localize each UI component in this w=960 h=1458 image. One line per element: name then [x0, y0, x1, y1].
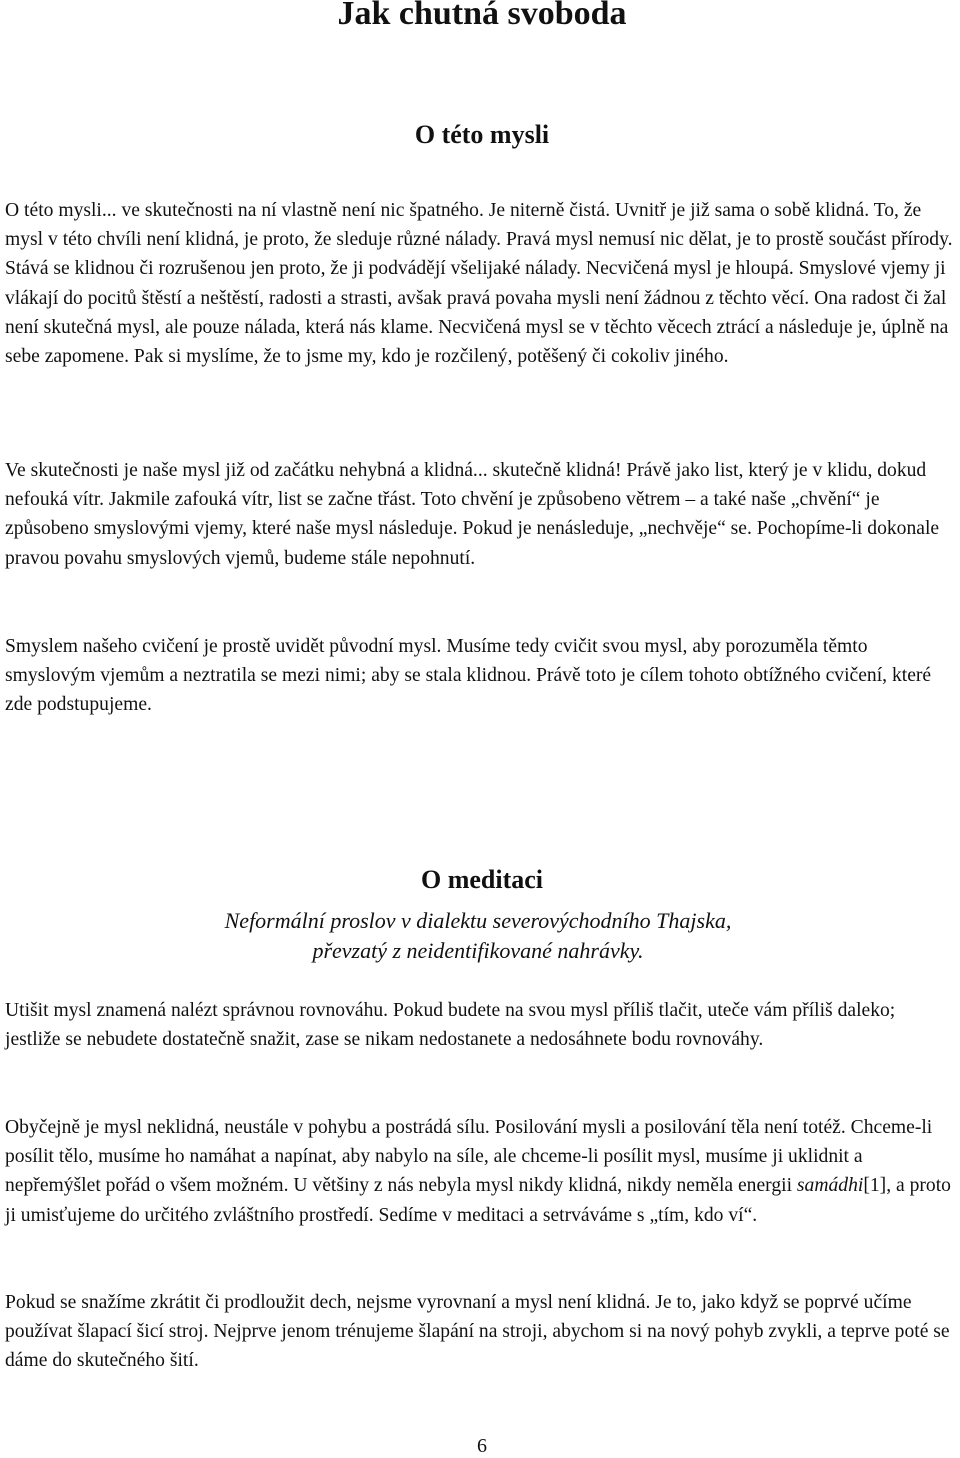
- section-heading-o-teto-mysli: O této mysli: [414, 120, 550, 149]
- subtitle-line: převzatý z neidentifikované nahrávky.: [312, 938, 644, 963]
- paragraph: Utišit mysl znamená nalézt správnou rovnováhu. Pokud budete na svou mysl příliš tlačit, uteče vám příliš daleko; jestliže se nebudete dostatečně snažit, zase se nikam nedostanete a nedosáhnete bodu rovnováhy.: [5, 1000, 896, 1051]
- section-heading-o-meditaci: O meditaci: [420, 865, 544, 894]
- paragraph-text: [1], a proto ji umisťujeme do určitého zvláštního prostředí. Sedíme v meditaci a setrváváme s „tím, kdo ví“.: [5, 1175, 951, 1226]
- page-number: 6: [477, 1435, 487, 1457]
- section-subtitle: [0, 906, 956, 966]
- term-samadhi: samádhi: [796, 1175, 864, 1197]
- paragraph: Ve skutečnosti je naše mysl již od začátku nehybná a klidná... skutečně klidná! Právě jako list, který je v klidu, dokud nefouká vítr. Jakmile zafouká vítr, list se začne třást. Toto chvění je způsobeno větrem – a také naše „chvění“ je způsobeno smyslovými vjemy, které naše mysl následuje. Pokud je nenásleduje, „nechvěje“ se. Pochopíme-li dokonale pravou povahu smyslových vjemů, budeme stále nepohnutí.: [5, 460, 940, 569]
- document-title: Jak chutná svoboda: [337, 0, 627, 32]
- paragraph: [5, 1113, 955, 1230]
- paragraph: Smyslem našeho cvičení je prostě uvidět původní mysl. Musíme tedy cvičit svou mysl, aby porozuměla těmto smyslovým vjemům a neztratila se mezi nimi; aby se stala klidnou. Právě toto je cílem tohoto obtížného cvičení, které zde podstupujeme.: [5, 636, 932, 716]
- paragraph: O této mysli... ve skutečnosti na ní vlastně není nic špatného. Je niterně čistá. Uvnitř je již sama o sobě klidná. To, že mysl v této chvíli není klidná, je proto, že sleduje různé nálady. Pravá mysl nemusí nic dělat, je to prostě součást přírody. Stává se klidnou či rozrušenou jen proto, že ji podvádějí všelijaké nálady. Necvičená mysl je hloupá. Smyslové vjemy ji vlákají do pocitů štěstí a neštěstí, radosti a strasti, avšak pravá povaha mysli není žádnou z těchto věcí. Ona radost či žal není skutečná mysl, ale pouze nálada, která nás klame. Necvičená mysl se v těchto věcech ztrácí a následuje je, úplně na sebe zapomene. Pak si myslíme, že to jsme my, kdo je rozčilený, potěšený či cokoliv jiného.: [5, 200, 953, 368]
- subtitle-line: Neformální proslov v dialektu severovýchodního Thajska,: [224, 908, 732, 933]
- paragraph: Pokud se snažíme zkrátit či prodloužit dech, nejsme vyrovnaní a mysl není klidná. Je to, jako když se poprvé učíme používat šlapací šicí stroj. Nejprve jenom trénujeme šlapání na stroji, abychom si na nový pohyb zvykli, a teprve poté se dáme do skutečného šití.: [5, 1292, 950, 1372]
- paragraph-text: Obyčejně je mysl neklidná, neustále v pohybu a postrádá sílu. Posilování mysli a posilování těla není totéž. Chceme-li posílit tělo, musíme ho namáhat a napínat, aby nabylo na síle, ale chceme-li posílit mysl, musíme ji uklidnit a nepřemýšlet pořád o všem možném. U většiny z nás nebyla mysl nikdy klidná, nikdy neměla energii: [5, 1117, 933, 1197]
